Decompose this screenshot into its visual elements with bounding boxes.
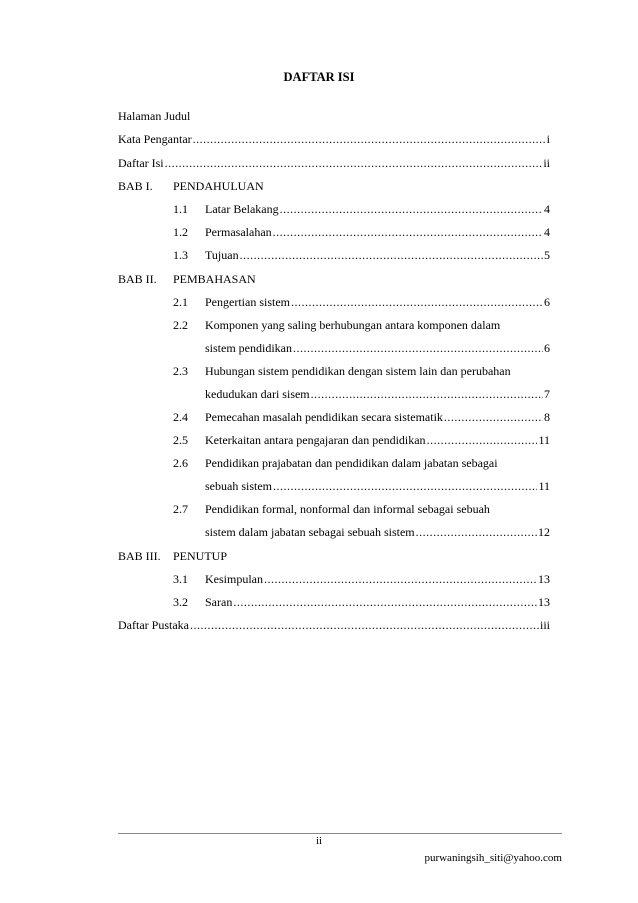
section-number: 3.1 xyxy=(173,572,188,586)
toc-page-number: 6 xyxy=(544,341,550,355)
chapter-label: BAB III. xyxy=(118,549,161,563)
dot-leader xyxy=(416,524,537,540)
toc-page-number: 5 xyxy=(544,248,550,262)
dot-leader xyxy=(233,594,537,610)
toc-item xyxy=(118,224,550,240)
toc-item xyxy=(118,455,550,471)
toc-item-continuation xyxy=(118,386,550,402)
toc-item-continuation xyxy=(118,340,550,356)
toc-text: Permasalahan xyxy=(205,225,272,239)
toc-chapter-3 xyxy=(118,548,550,564)
toc-page-number: 4 xyxy=(544,202,550,216)
chapter-title: PENUTUP xyxy=(173,549,228,563)
dot-leader xyxy=(291,294,543,310)
toc-page-number: 6 xyxy=(544,295,550,309)
toc-kata-pengantar xyxy=(118,131,550,147)
chapter-label: BAB I. xyxy=(118,179,153,193)
toc-text: Pengertian sistem xyxy=(205,295,290,309)
section-number: 2.1 xyxy=(173,295,188,309)
chapter-label: BAB II. xyxy=(118,272,157,286)
dot-leader xyxy=(240,247,543,263)
footer-page-number: ii xyxy=(315,835,323,847)
footer-divider xyxy=(118,833,562,834)
section-number: 1.3 xyxy=(173,248,188,262)
toc-text: Daftar Isi xyxy=(118,156,164,170)
toc-text: Halaman Judul xyxy=(118,109,191,123)
toc-chapter-2 xyxy=(118,271,550,287)
toc-page-number: 13 xyxy=(538,595,550,609)
toc-text-line: Hubungan sistem pendidikan dengan sistem lain dan perubahan xyxy=(205,364,511,378)
toc-chapter-1 xyxy=(118,178,550,194)
section-number: 1.2 xyxy=(173,225,188,239)
toc-item xyxy=(118,432,550,448)
toc-text: sebuah sistem xyxy=(205,479,272,493)
toc-text-line: Pendidikan formal, nonformal dan informal sebagai sebuah xyxy=(205,502,490,516)
chapter-title: PENDAHULUAN xyxy=(173,179,264,193)
toc-item xyxy=(118,571,550,587)
toc-item xyxy=(118,594,550,610)
dot-leader xyxy=(190,617,539,633)
toc-item xyxy=(118,409,550,425)
toc-text: Tujuan xyxy=(205,248,239,262)
toc-page-number: 4 xyxy=(544,225,550,239)
toc-item xyxy=(118,201,550,217)
dot-leader xyxy=(273,224,543,240)
section-number: 2.6 xyxy=(173,456,188,470)
dot-leader xyxy=(444,409,543,425)
toc-halaman-judul xyxy=(118,108,550,124)
toc-text: Kata Pengantar xyxy=(118,132,192,146)
toc-daftar-isi xyxy=(118,155,550,171)
dot-leader xyxy=(311,386,543,402)
toc-page-number: 8 xyxy=(544,410,550,424)
chapter-title: PEMBAHASAN xyxy=(173,272,256,286)
toc-page-number: i xyxy=(546,132,550,146)
toc-text: Daftar Pustaka xyxy=(118,618,189,632)
toc-item xyxy=(118,363,550,379)
toc-item-continuation xyxy=(118,524,550,540)
toc-item xyxy=(118,294,550,310)
toc-text: Saran xyxy=(205,595,233,609)
page-title: DAFTAR ISI xyxy=(283,70,355,84)
dot-leader xyxy=(193,131,546,147)
section-number: 2.3 xyxy=(173,364,188,378)
toc-item xyxy=(118,247,550,263)
toc-page-number: 11 xyxy=(538,433,550,447)
toc-item-continuation xyxy=(118,478,550,494)
toc-text: Kesimpulan xyxy=(205,572,263,586)
toc-page-number: 7 xyxy=(544,387,550,401)
toc-page-number: ii xyxy=(543,156,550,170)
dot-leader xyxy=(427,432,538,448)
toc-item xyxy=(118,317,550,333)
dot-leader xyxy=(264,571,537,587)
toc-text-line: Pendidikan prajabatan dan pendidikan dalam jabatan sebagai xyxy=(205,456,498,470)
dot-leader xyxy=(280,201,543,217)
section-number: 2.7 xyxy=(173,502,188,516)
toc-text: kedudukan dari sisem xyxy=(205,387,310,401)
section-number: 2.5 xyxy=(173,433,188,447)
toc-text: Pemecahan masalah pendidikan secara sistematik xyxy=(205,410,443,424)
footer-email: purwaningsih_siti@yahoo.com xyxy=(424,852,562,864)
dot-leader xyxy=(273,478,537,494)
toc-item xyxy=(118,501,550,517)
toc-text: sistem dalam jabatan sebagai sebuah sistem xyxy=(205,525,415,539)
toc-page-number: 11 xyxy=(538,479,550,493)
toc-daftar-pustaka xyxy=(118,617,550,633)
section-number: 3.2 xyxy=(173,595,188,609)
toc-page-number: 13 xyxy=(538,572,550,586)
toc-text: sistem pendidikan xyxy=(205,341,292,355)
section-number: 1.1 xyxy=(173,202,188,216)
section-number: 2.2 xyxy=(173,318,188,332)
toc-page-number: 12 xyxy=(538,525,550,539)
toc-text: Latar Belakang xyxy=(205,202,279,216)
toc-page-number: iii xyxy=(539,618,550,632)
dot-leader xyxy=(293,340,543,356)
toc-text: Keterkaitan antara pengajaran dan pendidikan xyxy=(205,433,426,447)
toc-text-line: Komponen yang saling berhubungan antara komponen dalam xyxy=(205,318,501,332)
dot-leader xyxy=(165,155,543,171)
section-number: 2.4 xyxy=(173,410,188,424)
